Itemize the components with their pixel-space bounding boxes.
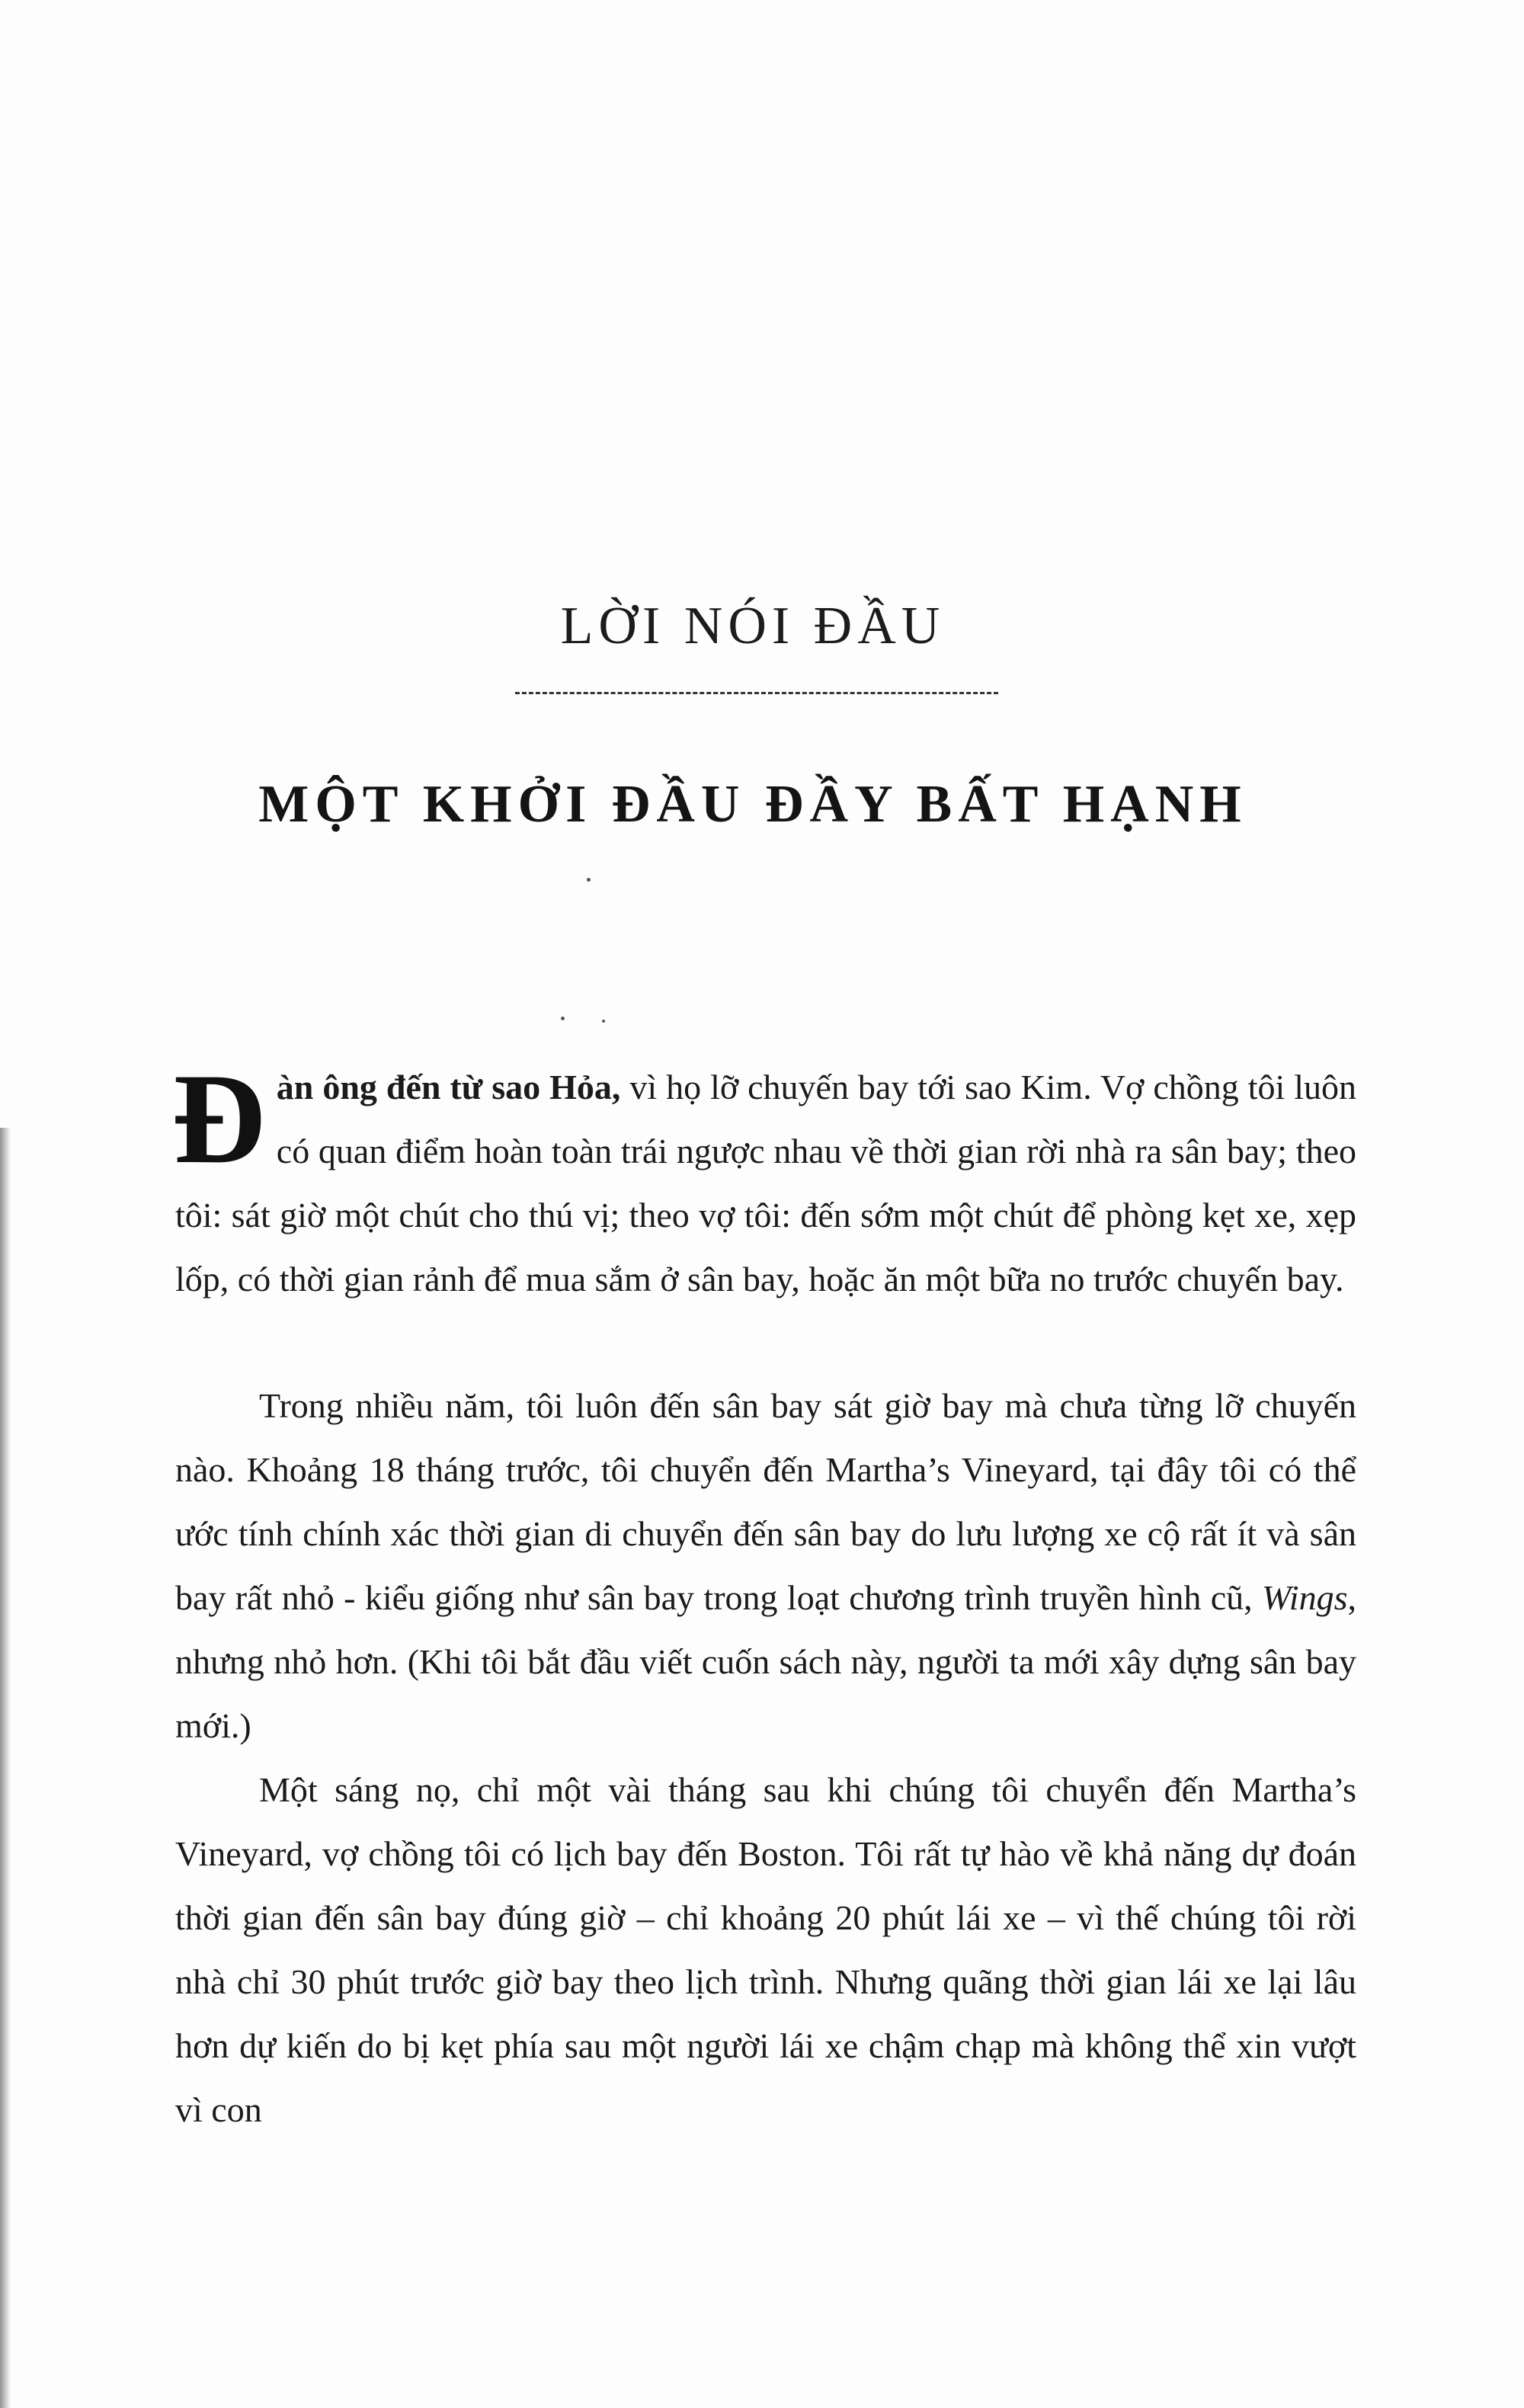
paragraph-3 bbox=[175, 1758, 1356, 2142]
paragraph-1 bbox=[172, 1047, 1356, 1374]
paragraph-2-text-after: , nhưng nhỏ hơn. (Khi tôi bắt đầu viết cuốn sách này, người ta mới xây dựng sân bay mới.) bbox=[175, 1578, 1356, 1745]
paragraph-2 bbox=[175, 1374, 1356, 1758]
show-title-italic: Wings bbox=[1262, 1578, 1348, 1617]
lead-in-phrase: àn ông đến từ sao Hỏa, bbox=[276, 1068, 621, 1106]
body-text bbox=[172, 1047, 1356, 2142]
drop-cap: Đ bbox=[172, 1047, 266, 1190]
paragraph-2-text-before: Trong nhiều năm, tôi luôn đến sân bay sát giờ bay mà chưa từng lỡ chuyến nào. Khoảng 18 tháng trước, tôi chuyển đến Martha’s Vineyard, tại đây tôi có thể ước tính chính xác thời gian di chuyển đến sân bay do lưu lượng xe cộ rất ít và sân bay rất nhỏ - kiểu giống như sân bay trong loạt chương trình truyền hình cũ, bbox=[175, 1386, 1356, 1617]
print-speck bbox=[602, 1020, 605, 1023]
print-speck bbox=[587, 878, 591, 882]
dashed-divider bbox=[515, 692, 998, 694]
chapter-title: MỘT KHỞI ĐẦU ĐẦY BẤT HẠNH bbox=[258, 775, 1247, 834]
print-speck bbox=[561, 1017, 565, 1020]
section-label: LỜI NÓI ĐẦU bbox=[560, 597, 946, 655]
page-binding-shadow bbox=[0, 1128, 11, 2408]
paragraph-1-text: vì họ lỡ chuyến bay tới sao Kim. Vợ chồng tôi luôn có quan điểm hoàn toàn trái ngược nhau về thời gian rời nhà ra sân bay; theo tôi: sát giờ một chút cho thú vị; theo vợ tôi: đến sớm một chút để phòng kẹt xe, xẹp lốp, có thời gian rảnh để mua sắm ở sân bay, hoặc ăn một bữa no trước chuyến bay. bbox=[175, 1068, 1356, 1298]
paragraph-3-text: Một sáng nọ, chỉ một vài tháng sau khi chúng tôi chuyển đến Martha’s Vineyard, vợ chồng tôi có lịch bay đến Boston. Tôi rất tự hào về khả năng dự đoán thời gian đến sân bay đúng giờ – chỉ khoảng 20 phút lái xe – vì thế chúng tôi rời nhà chỉ 30 phút trước giờ bay theo lịch trình. Nhưng quãng thời gian lái xe lại lâu hơn dự kiến do bị kẹt phía sau một người lái xe chậm chạp mà không thể xin vượt vì con bbox=[175, 1770, 1356, 2129]
